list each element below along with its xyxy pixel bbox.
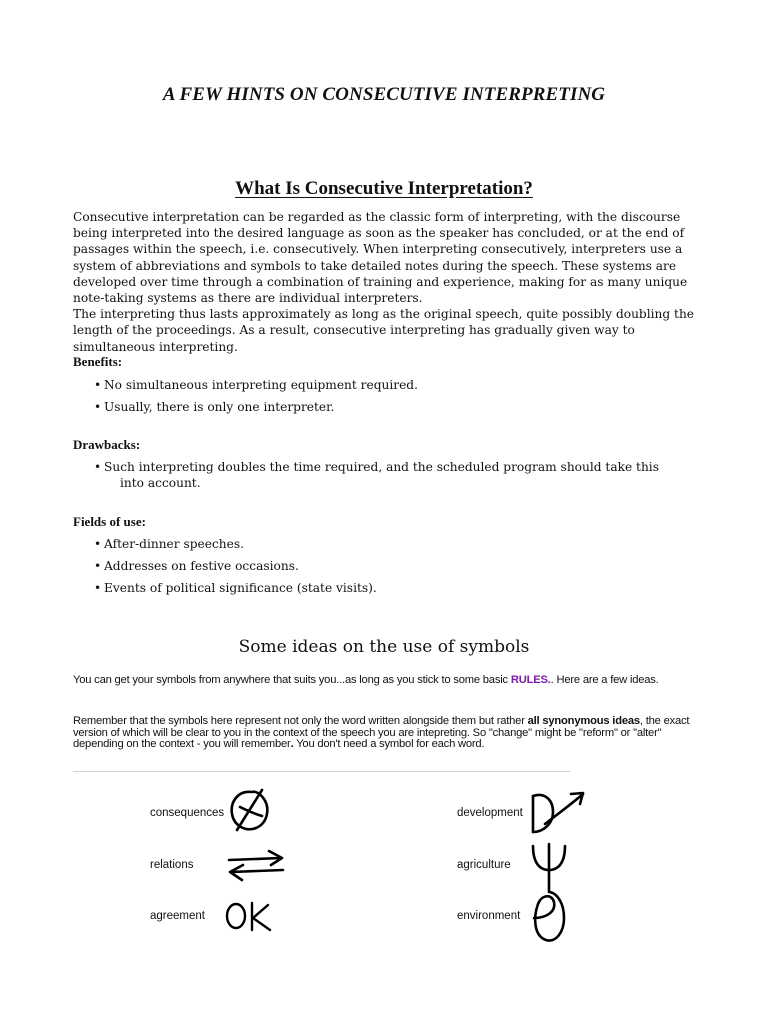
relations-symbol-icon: [225, 848, 287, 884]
environment-symbol-icon: [526, 888, 570, 946]
symbols-note-text: Remember that the symbols here represent not only the word written alongside them but rather: [73, 715, 528, 727]
consequences-symbol-icon: [222, 786, 278, 836]
document-title: A FEW HINTS ON CONSECUTIVE INTERPRETING: [162, 84, 606, 105]
list-item: • Such interpreting doubles the time required, and the scheduled program should take this into account.: [94, 459, 684, 491]
development-symbol-icon: [525, 786, 589, 838]
label-agreement: agreement: [150, 910, 205, 922]
symbols-note-bold: all synonymous ideas: [527, 715, 640, 727]
symbols-intro: [73, 675, 698, 687]
symbols-note-period: .: [290, 738, 294, 751]
symbols-note: [73, 716, 698, 751]
list-item: • Addresses on festive occasions.: [94, 558, 694, 574]
agreement-ok-symbol-icon: [224, 900, 276, 934]
intro-text: [73, 209, 695, 355]
drawbacks-list: [94, 459, 684, 497]
list-item: • Events of political significance (state visits).: [94, 580, 694, 596]
benefits-list: [94, 377, 694, 421]
label-agriculture: agriculture: [457, 859, 511, 871]
fields-label: Fields of use:: [73, 514, 146, 529]
symbols-note-end: You don't need a symbol for each word.: [293, 738, 485, 751]
symbols-section-title: Some ideas on the use of symbols: [238, 637, 530, 657]
symbols-intro-text: You can get your symbols from anywhere that suits you...as long as you stick to some basic: [73, 674, 511, 686]
list-item: • After-dinner speeches.: [94, 536, 694, 552]
label-relations: relations: [150, 859, 194, 871]
intro-paragraph-2: The interpreting thus lasts approximately as long as the original speech, quite possibly doubling the length of the proceedings. As a result, consecutive interpreting has gradually given way to simultaneous interpreting.: [73, 307, 695, 354]
list-item: • Usually, there is only one interpreter.: [94, 399, 694, 415]
label-consequences: consequences: [150, 807, 225, 819]
rules-highlight: RULES.: [510, 674, 551, 686]
section-title: What Is Consecutive Interpretation?: [235, 178, 533, 199]
symbols-note-middle: , the exact version of which will be clear to you in the context of the speech you are intepreting. So "change" might be "reform" or "alter" depending on the context - you will remember: [73, 715, 690, 751]
benefits-label: Benefits:: [73, 354, 123, 369]
list-item: • No simultaneous interpreting equipment required.: [94, 377, 694, 393]
divider: [73, 771, 570, 772]
intro-paragraph-1: Consecutive interpretation can be regarded as the classic form of interpreting, with the discourse being interpreted into the desired language as soon as the speaker has concluded, or at the end of passages within the speech, i.e. consecutively. When interpreting consecutively, interpreters use a system of abbreviations and symbols to take detailed notes during the speech. These systems are developed over time through a combination of training and experience, making for as many unique note-taking systems as there are individual interpreters.: [73, 210, 688, 306]
symbols-intro-tail: . Here are a few ideas.: [550, 674, 659, 686]
drawbacks-label: Drawbacks:: [73, 437, 141, 452]
fields-list: [94, 536, 694, 602]
label-development: development: [457, 807, 523, 819]
label-environment: environment: [457, 910, 521, 922]
